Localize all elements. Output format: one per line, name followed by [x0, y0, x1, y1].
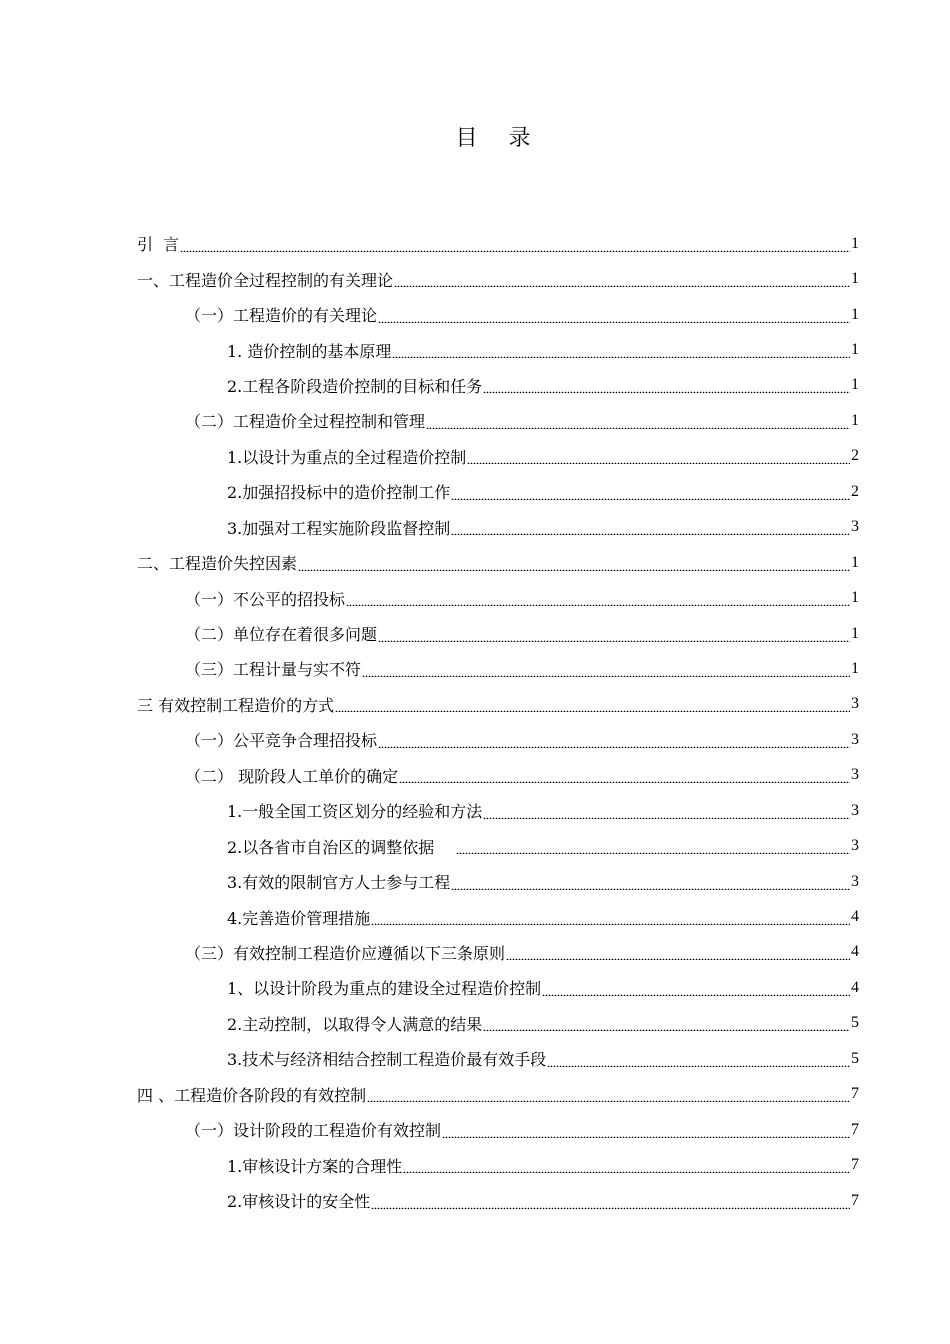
- toc-page-number: 1: [851, 589, 859, 607]
- dot-leader: [378, 626, 850, 642]
- toc-entry[interactable]: [137, 297, 859, 332]
- toc-entry-label: 1、以设计阶段为重点的建设全过程造价控制: [227, 979, 542, 999]
- toc-page-number: 1: [851, 624, 859, 642]
- dot-leader: [451, 874, 850, 890]
- toc-entry-label: 2.加强招投标中的造价控制工作: [227, 483, 451, 503]
- toc-entry[interactable]: [137, 545, 859, 580]
- toc-entry[interactable]: [137, 474, 859, 509]
- toc-entry[interactable]: [137, 793, 859, 828]
- toc-entry-label: （二）工程造价全过程控制和管理: [185, 412, 426, 432]
- toc-page-number: 5: [851, 1049, 859, 1067]
- toc-entry-label: 3.技术与经济相结合控制工程造价最有效手段: [227, 1050, 547, 1070]
- toc-page-number: 3: [851, 872, 859, 890]
- toc-page-number: 3: [851, 518, 859, 536]
- toc-entry[interactable]: [137, 439, 859, 474]
- toc-page-number: 3: [851, 766, 859, 784]
- toc-entry-label: 四 、工程造价各阶段的有效控制: [137, 1085, 367, 1105]
- toc-entry-label: （一）不公平的招投标: [185, 589, 346, 609]
- toc-page-number: 3: [851, 837, 859, 855]
- dot-leader: [180, 236, 850, 252]
- toc-entry-label: 2.审核设计的安全性: [227, 1192, 371, 1212]
- toc-entry[interactable]: [137, 1112, 859, 1147]
- toc-page-number: 1: [851, 553, 859, 571]
- dot-leader: [394, 271, 850, 287]
- toc-page-number: 4: [851, 978, 859, 996]
- toc-entry[interactable]: [137, 1041, 859, 1076]
- toc-entry[interactable]: [137, 1147, 859, 1182]
- dot-leader: [371, 909, 850, 925]
- dot-leader: [451, 484, 850, 500]
- toc-entry[interactable]: [137, 261, 859, 296]
- toc-entry-label: 3.有效的限制官方人士参与工程: [227, 873, 451, 893]
- toc-entry-label: 1.审核设计方案的合理性: [227, 1156, 403, 1176]
- toc-entry[interactable]: [137, 758, 859, 793]
- toc-entry[interactable]: [137, 651, 859, 686]
- toc-entry[interactable]: [137, 687, 859, 722]
- toc-entry-label: 3.加强对工程实施阶段监督控制: [227, 518, 451, 538]
- toc-page-number: 3: [851, 801, 859, 819]
- toc-entry-label: （一）公平竞争合理招投标: [185, 731, 378, 751]
- toc-entry-label: （三）工程计量与实不符: [185, 660, 362, 680]
- toc-entry[interactable]: [137, 864, 859, 899]
- dot-leader: [542, 980, 850, 996]
- dot-leader: [371, 1193, 850, 1209]
- toc-entry-label: （一）设计阶段的工程造价有效控制: [185, 1121, 442, 1141]
- dot-leader: [399, 767, 850, 783]
- toc-entry[interactable]: [137, 935, 859, 970]
- toc-entry[interactable]: [137, 1183, 859, 1218]
- toc-page-number: 7: [851, 1085, 859, 1103]
- toc-page-number: 1: [851, 234, 859, 252]
- toc-entry-label: （三）有效控制工程造价应遵循以下三条原则: [185, 943, 506, 963]
- toc-page-number: 4: [851, 943, 859, 961]
- toc-page-number: 5: [851, 1014, 859, 1032]
- toc-page-number: 2: [851, 482, 859, 500]
- dot-leader: [378, 732, 850, 748]
- toc-entry-label: 1. 造价控制的基本原理: [227, 341, 392, 361]
- dot-leader: [392, 342, 850, 358]
- dot-leader: [506, 944, 850, 960]
- dot-leader: [426, 413, 850, 429]
- toc-page-number: 3: [851, 695, 859, 713]
- dot-leader: [483, 1015, 850, 1031]
- toc-entry-label: 引 言: [137, 235, 180, 255]
- dot-leader: [378, 307, 850, 323]
- dot-leader: [346, 590, 850, 606]
- dot-leader: [451, 519, 850, 535]
- dot-leader: [467, 448, 850, 464]
- toc-entry[interactable]: [137, 828, 859, 863]
- toc-entry[interactable]: [137, 1006, 859, 1041]
- toc-entry[interactable]: [137, 580, 859, 615]
- dot-leader: [298, 555, 850, 571]
- toc-page-number: 1: [851, 305, 859, 323]
- toc-entry[interactable]: [137, 899, 859, 934]
- table-of-contents: [137, 226, 859, 1218]
- toc-page-number: 7: [851, 1156, 859, 1174]
- toc-entry[interactable]: [137, 616, 859, 651]
- toc-entry[interactable]: [137, 226, 859, 261]
- toc-page-number: 3: [851, 730, 859, 748]
- dot-leader: [483, 803, 850, 819]
- toc-page-number: 7: [851, 1191, 859, 1209]
- toc-entry[interactable]: [137, 510, 859, 545]
- toc-entry[interactable]: [137, 970, 859, 1005]
- toc-page-number: 1: [851, 376, 859, 394]
- toc-entry-label: 1.以设计为重点的全过程造价控制: [227, 447, 467, 467]
- toc-title: 目 录: [455, 126, 543, 151]
- dot-leader: [362, 661, 850, 677]
- toc-entry-label: 一、工程造价全过程控制的有关理论: [137, 270, 394, 290]
- toc-entry[interactable]: [137, 403, 859, 438]
- toc-entry[interactable]: [137, 722, 859, 757]
- toc-page-number: 1: [851, 411, 859, 429]
- toc-entry-label: 2.主动控制，以取得令人满意的结果: [227, 1014, 483, 1034]
- toc-entry-label: 2.工程各阶段造价控制的目标和任务: [227, 376, 483, 396]
- toc-page-number: 1: [851, 270, 859, 288]
- toc-entry-label: 2.以各省市自治区的调整依据: [227, 837, 455, 857]
- toc-page-number: 1: [851, 659, 859, 677]
- dot-leader: [367, 1086, 850, 1102]
- dot-leader: [442, 1122, 850, 1138]
- toc-entry[interactable]: [137, 332, 859, 367]
- toc-page-number: 1: [851, 341, 859, 359]
- toc-page-number: 4: [851, 908, 859, 926]
- toc-entry-label: 二、工程造价失控因素: [137, 554, 298, 574]
- toc-entry[interactable]: [137, 1077, 859, 1112]
- dot-leader: [547, 1051, 850, 1067]
- toc-entry-label: 4.完善造价管理措施: [227, 908, 371, 928]
- dot-leader: [456, 838, 850, 854]
- dot-leader: [335, 696, 850, 712]
- toc-page-number: 7: [851, 1120, 859, 1138]
- dot-leader: [403, 1157, 850, 1173]
- toc-entry-label: 三 有效控制工程造价的方式: [137, 695, 335, 715]
- dot-leader: [483, 377, 850, 393]
- toc-entry-label: （二）单位存在着很多问题: [185, 625, 378, 645]
- toc-entry[interactable]: [137, 368, 859, 403]
- toc-entry-label: （一）工程造价的有关理论: [185, 306, 378, 326]
- toc-entry-label: （二） 现阶段人工单价的确定: [185, 766, 399, 786]
- toc-page-number: 2: [851, 447, 859, 465]
- toc-entry-label: 1.一般全国工资区划分的经验和方法: [227, 802, 483, 822]
